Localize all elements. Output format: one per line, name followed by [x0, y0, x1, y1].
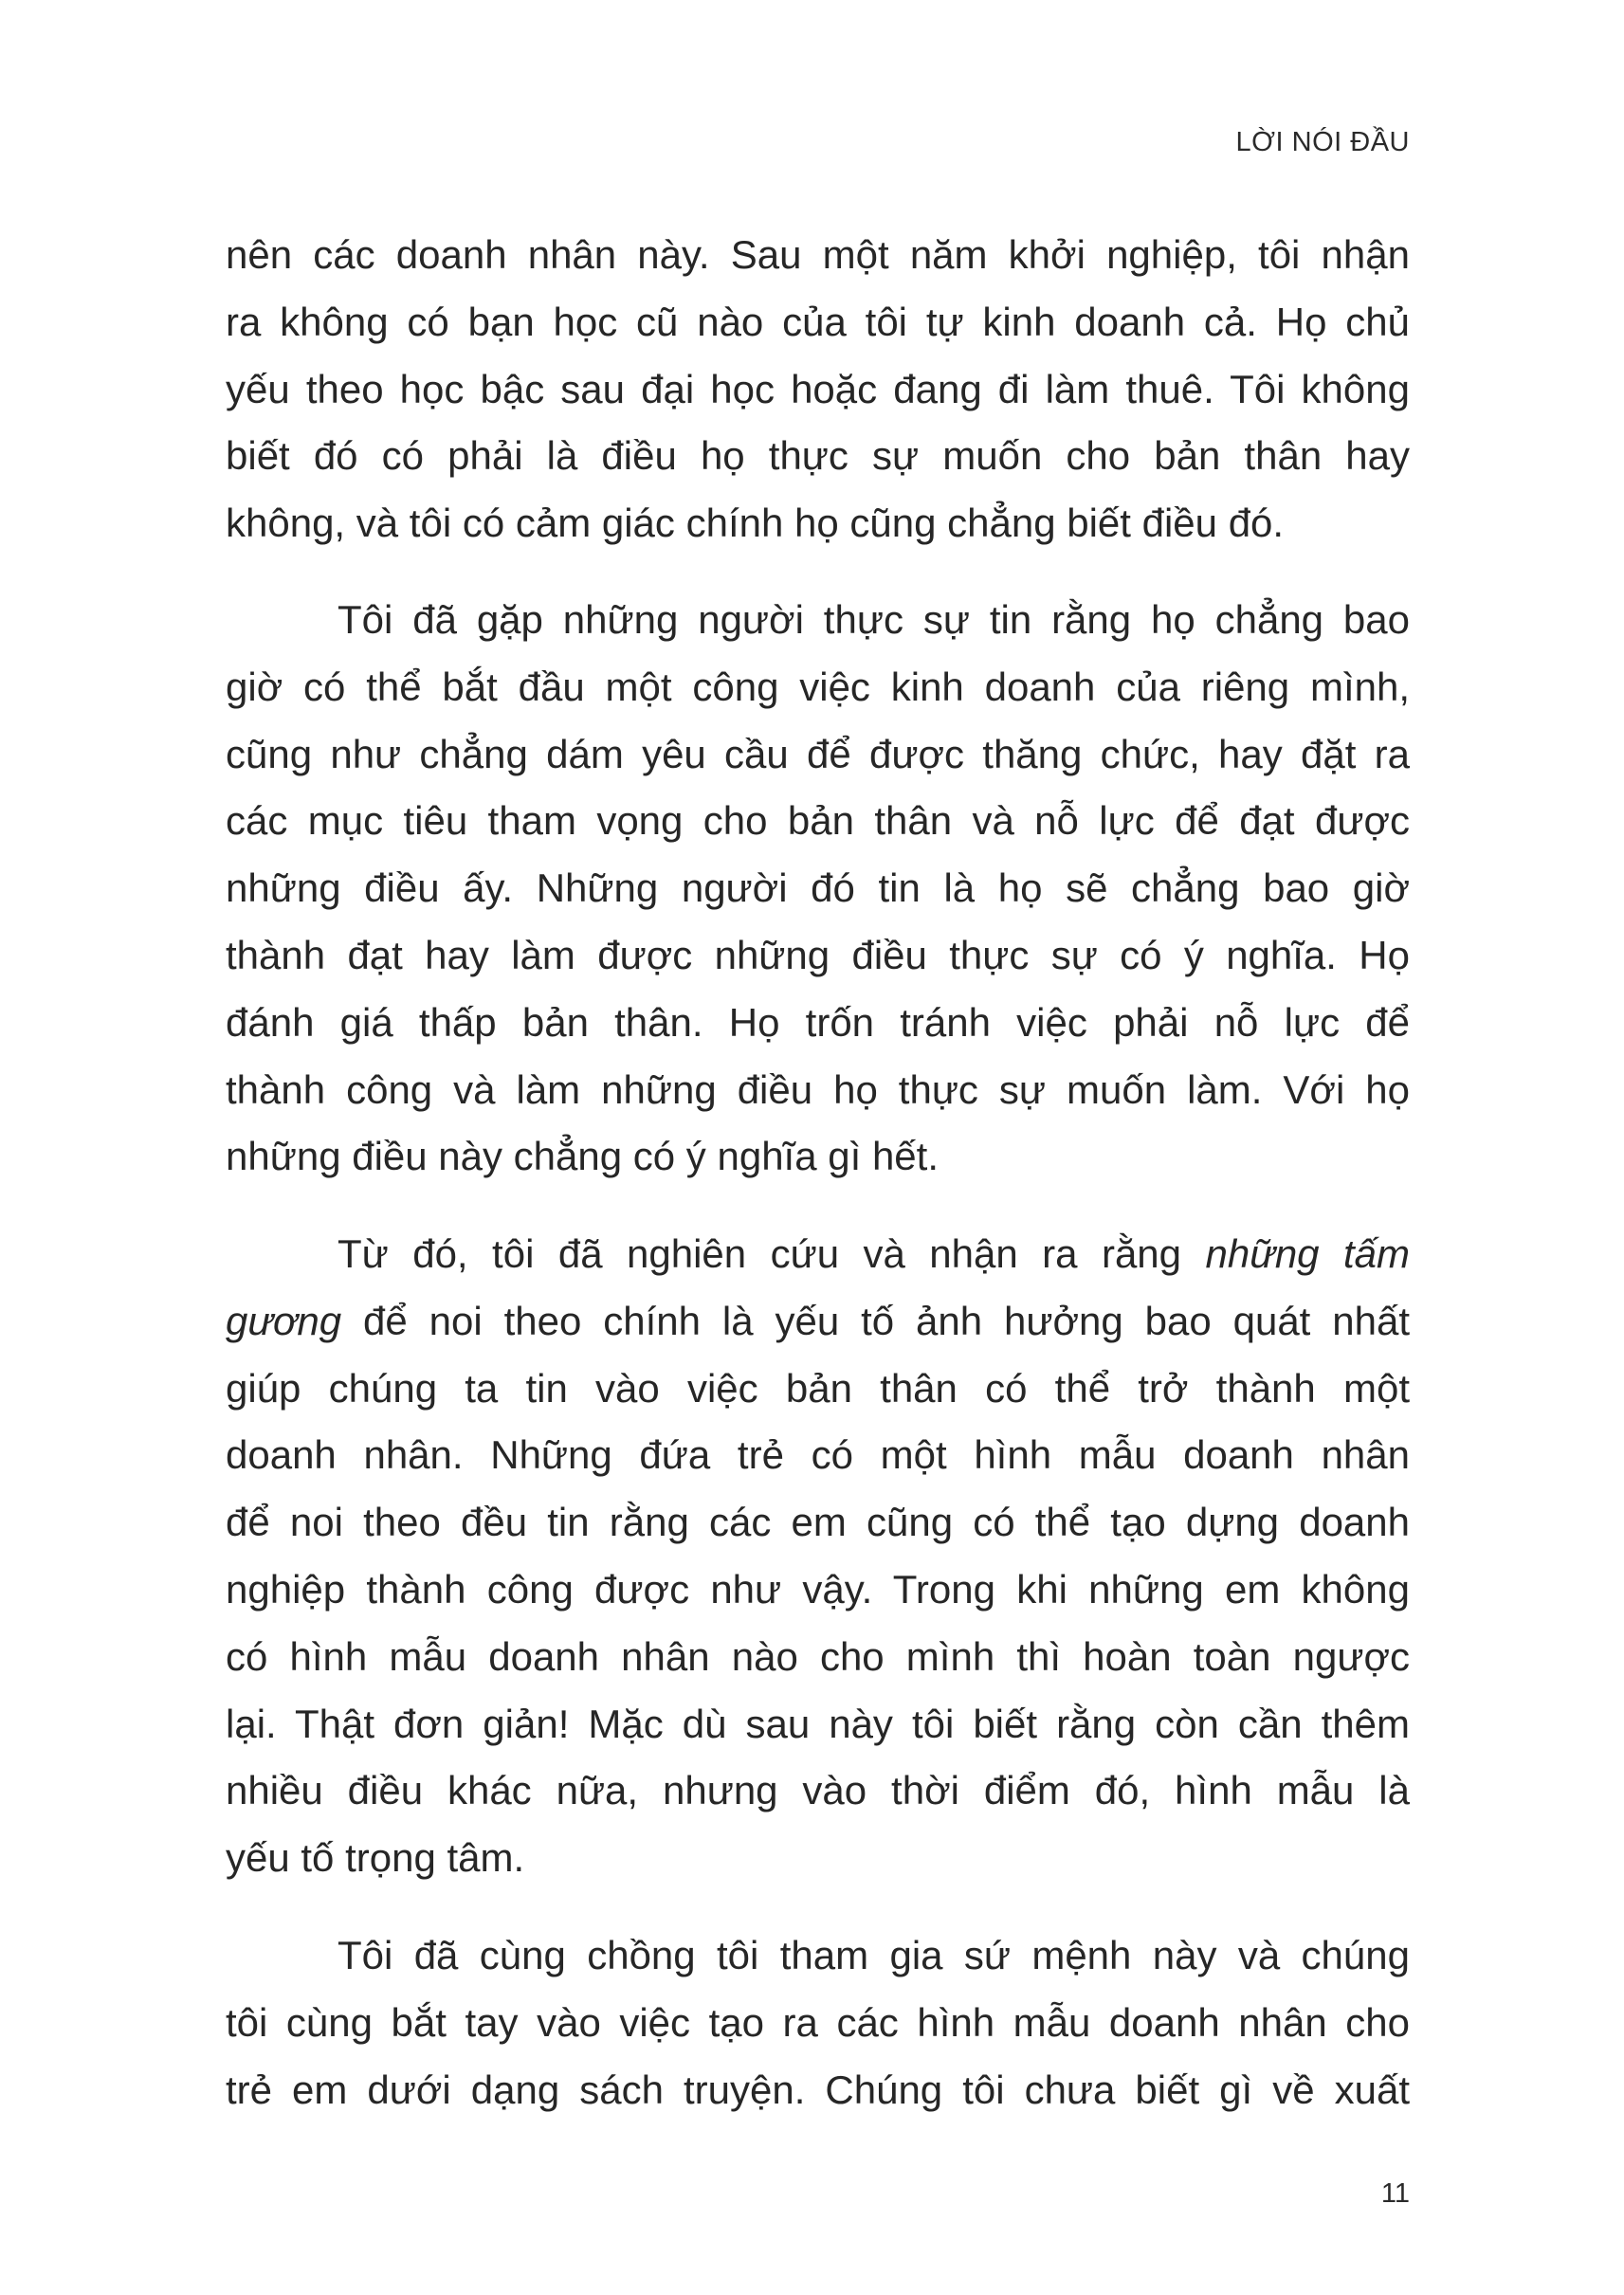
- text-line: [226, 1123, 1410, 1191]
- text-segment: có hình mẫu doanh nhân nào cho mình thì hoàn toàn ngược: [226, 1633, 1410, 1679]
- text-segment: nhiều điều khác nữa, nhưng vào thời điểm đó, hình mẫu là: [226, 1768, 1410, 1813]
- text-segment: yếu theo học bậc sau đại học hoặc đang đi làm thuê. Tôi không: [226, 366, 1410, 411]
- running-header-title: LỜI NÓI ĐẦU: [1235, 127, 1410, 157]
- text-segment: những điều này chẳng có ý nghĩa gì hết.: [226, 1134, 940, 1179]
- text-line: [226, 1057, 1410, 1124]
- page-number: 11: [1380, 2178, 1410, 2209]
- text-line: [226, 490, 1410, 557]
- text-line: [226, 1758, 1410, 1825]
- text-segment: doanh nhân. Những đứa trẻ có một hình mẫu doanh nhân: [226, 1432, 1410, 1478]
- text-segment: thành công và làm những điều họ thực sự muốn làm. Với họ: [226, 1066, 1410, 1112]
- text-segment: để noi theo chính là yếu tố ảnh hưởng bao quát nhất: [341, 1298, 1410, 1343]
- text-segment: những điều ấy. Những người đó tin là họ sẽ chẳng bao giờ: [226, 865, 1410, 911]
- text-segment: nên các doanh nhân này. Sau một năm khởi nghiệp, tôi nhận: [226, 232, 1410, 277]
- text-line: [226, 1288, 1410, 1356]
- text-segment: giúp chúng ta tin vào việc bản thân có thể trở thành một: [226, 1365, 1410, 1411]
- text-segment: yếu tố trọng tâm.: [226, 1835, 525, 1881]
- text-segment: Tôi đã gặp những người thực sự tin rằng họ chẳng bao: [338, 597, 1410, 642]
- text-line: [226, 1221, 1410, 1288]
- text-line: [226, 1990, 1410, 2057]
- text-line: [226, 1557, 1410, 1624]
- text-segment: để noi theo đều tin rằng các em cũng có thể tạo dựng doanh: [226, 1500, 1410, 1545]
- text-line: [226, 222, 1410, 289]
- italic-text: gương: [226, 1298, 342, 1343]
- text-line: [226, 289, 1410, 356]
- text-segment: biết đó có phải là điều họ thực sự muốn cho bản thân hay: [226, 433, 1410, 479]
- text-line: [226, 2057, 1410, 2124]
- text-segment: trẻ em dưới dạng sách truyện. Chúng tôi chưa biết gì về xuất: [226, 2067, 1410, 2112]
- text-line: [226, 1422, 1410, 1489]
- text-line: [226, 855, 1410, 922]
- text-line: [226, 356, 1410, 424]
- paragraph: [226, 587, 1410, 1191]
- text-segment: đánh giá thấp bản thân. Họ trốn tránh việc phải nỗ lực để: [226, 999, 1410, 1045]
- text-segment: Tôi đã cùng chồng tôi tham gia sứ mệnh này và chúng: [338, 1933, 1410, 1977]
- paragraph: [226, 222, 1410, 557]
- italic-text: những tấm: [1205, 1231, 1410, 1276]
- text-line: [226, 1691, 1410, 1758]
- text-line: [226, 423, 1410, 490]
- text-segment: lại. Thật đơn giản! Mặc dù sau này tôi biết rằng còn cần thêm: [226, 1701, 1410, 1746]
- text-line: [226, 587, 1410, 654]
- text-segment: cũng như chẳng dám yêu cầu để được thăng chức, hay đặt ra: [226, 731, 1410, 776]
- text-segment: các mục tiêu tham vọng cho bản thân và nỗ lực để đạt được: [226, 798, 1410, 844]
- text-segment: thành đạt hay làm được những điều thực sự có ý nghĩa. Họ: [226, 932, 1410, 977]
- text-line: [226, 922, 1410, 990]
- text-segment: không, và tôi có cảm giác chính họ cũng chẳng biết điều đó.: [226, 501, 1285, 546]
- text-line: [226, 1489, 1410, 1557]
- text-line: [226, 721, 1410, 789]
- paragraph: [226, 1922, 1410, 2123]
- text-segment: nghiệp thành công được như vậy. Trong khi những em không: [226, 1566, 1410, 1612]
- text-line: [226, 654, 1410, 721]
- text-line: [226, 990, 1410, 1057]
- text-line: [226, 788, 1410, 855]
- text-segment: Từ đó, tôi đã nghiên cứu và nhận ra rằng: [338, 1231, 1206, 1276]
- text-segment: ra không có bạn học cũ nào của tôi tự kinh doanh cả. Họ chủ: [226, 299, 1410, 344]
- text-line: [226, 1825, 1410, 1892]
- text-segment: giờ có thể bắt đầu một công việc kinh doanh của riêng mình,: [226, 664, 1410, 709]
- text-line: [226, 1356, 1410, 1423]
- text-line: [226, 1624, 1410, 1691]
- text-segment: tôi cùng bắt tay vào việc tạo ra các hình mẫu doanh nhân cho: [226, 1999, 1410, 2045]
- text-line: [226, 1922, 1410, 1990]
- paragraph: [226, 1221, 1410, 1892]
